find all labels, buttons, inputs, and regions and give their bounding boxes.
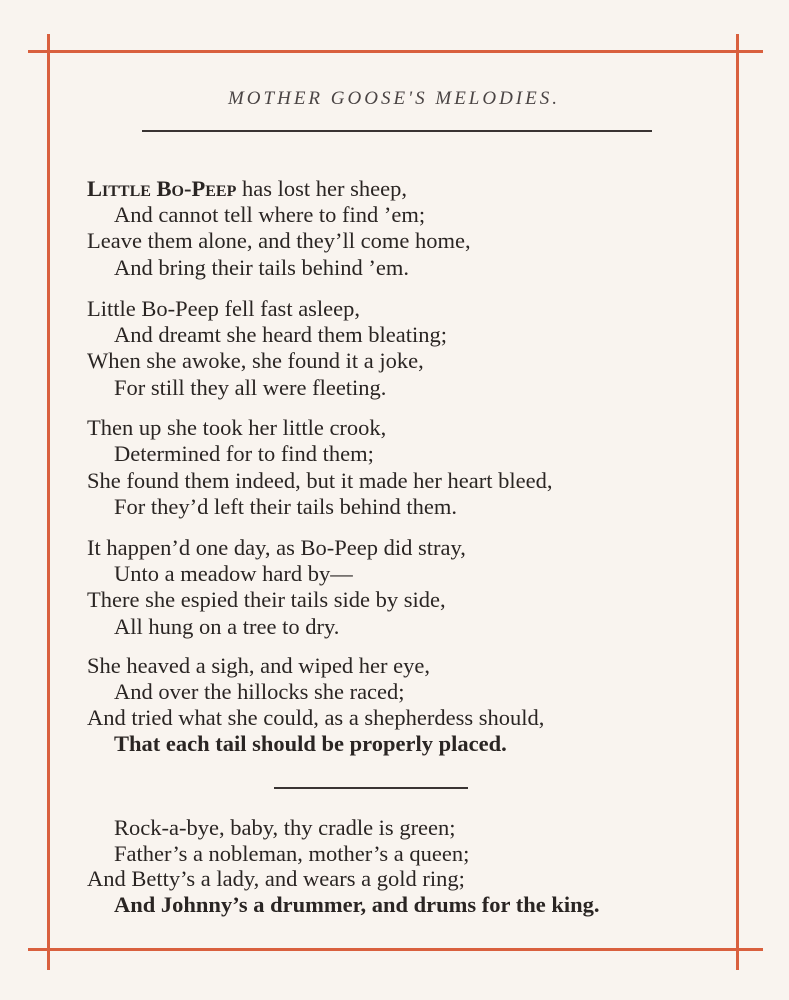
poem-line: For still they all were fleeting. (114, 375, 387, 400)
poem-line: It happen’d one day, as Bo-Peep did stray, (87, 535, 466, 560)
poem-line: And dreamt she heard them bleating; (114, 322, 448, 347)
frame-top-rule (28, 50, 763, 53)
poem-first-line-rest: has lost her sheep, (236, 176, 407, 201)
poem-line: Determined for to find them; (114, 441, 374, 466)
poem-line: Leave them alone, and they’ll come home, (87, 228, 471, 253)
poem-line: She found them indeed, but it made her heart bleed, (87, 468, 553, 493)
poem-line: Father’s a nobleman, mother’s a queen; (114, 841, 470, 866)
poem-line: There she espied their tails side by side, (87, 587, 446, 612)
poem-line: Unto a meadow hard by— (114, 561, 353, 586)
poem-line: That each tail should be properly placed. (114, 731, 507, 756)
poem-line: And cannot tell where to find ’em; (114, 202, 426, 227)
poem-line: When she awoke, she found it a joke, (87, 348, 424, 373)
poem-divider (274, 787, 468, 789)
poem-opening-words: Little Bo-Peep (87, 176, 237, 201)
frame-right-rule (736, 34, 739, 970)
poem-line: For they’d left their tails behind them. (114, 494, 458, 519)
frame-bottom-rule (28, 948, 763, 951)
poem-line: Rock-a-bye, baby, thy cradle is green; (114, 815, 456, 840)
frame-left-rule (47, 34, 50, 970)
poem-line: Little Bo-Peep fell fast asleep, (87, 296, 361, 321)
poem-line: And bring their tails behind ’em. (114, 255, 409, 280)
poem-line: And Johnny’s a drummer, and drums for the king. (114, 892, 600, 917)
poem-line: And tried what she could, as a shepherdess should, (87, 705, 545, 730)
header-underline (142, 130, 652, 132)
page-header: MOTHER GOOSE'S MELODIES. (227, 88, 560, 109)
poem-line: All hung on a tree to dry. (114, 614, 340, 639)
poem-line: And over the hillocks she raced; (114, 679, 405, 704)
poem-line: Then up she took her little crook, (87, 415, 387, 440)
poem-line: And Betty’s a lady, and wears a gold ring; (87, 866, 465, 891)
poem-line: She heaved a sigh, and wiped her eye, (87, 653, 431, 678)
poem-line (87, 176, 407, 202)
